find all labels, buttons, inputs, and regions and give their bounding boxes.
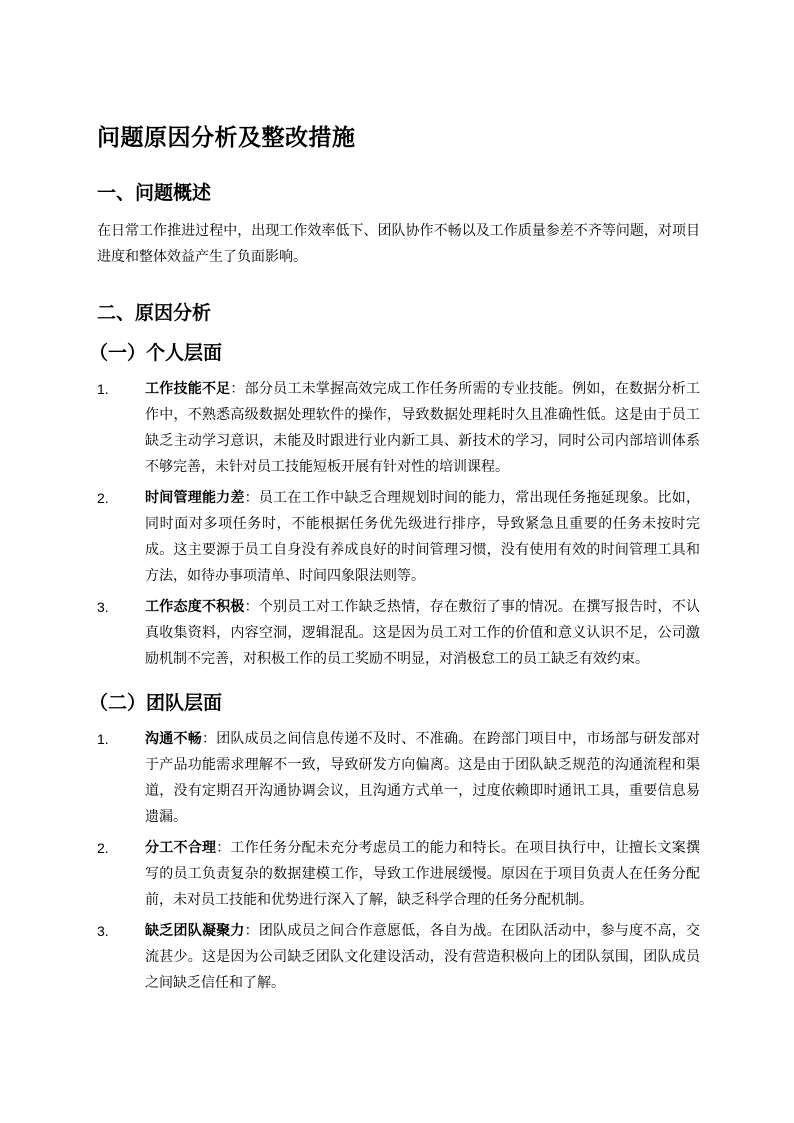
section-heading-cause-analysis: 二、原因分析 (97, 302, 212, 324)
list-item-term: 工作态度不积极 (145, 599, 245, 615)
list-item (97, 376, 700, 480)
list-item (97, 835, 700, 913)
list-item-number: 1. (97, 731, 109, 747)
list-item-term: 时间管理能力差 (145, 490, 245, 506)
list-item-term: 分工不合理 (145, 840, 217, 856)
list-item (97, 918, 700, 996)
list-item-term: 工作技能不足 (145, 381, 231, 397)
list-item-number: 3. (97, 923, 109, 939)
list-item-text: ：个别员工对工作缺乏热情，存在敷衍了事的情况。在撰写报告时，不认真收集资料，内容空洞，逻辑混乱。这是因为员工对工作的价值和意义认识不足，公司激励机制不完善，对积极工作的员工奖励不明显，对消极怠工的员工缺乏有效约束。 (145, 599, 701, 667)
list-item-number: 3. (97, 599, 109, 615)
list-item-text: ：团队成员之间合作意愿低，各自为战。在团队活动中，参与度不高，交流甚少。这是因为公司缺乏团队文化建设活动，没有营造积极向上的团队氛围，团队成员之间缺乏信任和了解。 (145, 923, 701, 991)
list-item-term: 缺乏团队凝聚力 (145, 923, 245, 939)
list-item-number: 2. (97, 490, 109, 506)
section-heading-overview: 一、问题概述 (97, 182, 212, 204)
list-item-number: 2. (97, 840, 109, 856)
list-item-text: ：团队成员之间信息传递不及时、不准确。在跨部门项目中，市场部与研发部对于产品功能需求理解不一致，导致研发方向偏离。这是由于团队缺乏规范的沟通流程和渠道，没有定期召开沟通协调会议，且沟通方式单一，过度依赖即时通讯工具，重要信息易遗漏。 (145, 731, 701, 825)
list-item-text: ：工作任务分配未充分考虑员工的能力和特长。在项目执行中，让擅长文案撰写的员工负责复杂的数据建模工作，导致工作进展缓慢。原因在于项目负责人在任务分配前，未对员工技能和优势进行深入了解，缺乏科学合理的任务分配机制。 (145, 840, 701, 908)
list-item (97, 726, 700, 830)
overview-paragraph: 在日常工作推进过程中，出现工作效率低下、团队协作不畅以及工作质量参差不齐等问题，对项目进度和整体效益产生了负面影响。 (97, 223, 700, 265)
list-item-text: ：员工在工作中缺乏合理规划时间的能力，常出现任务拖延现象。比如，同时面对多项任务时，不能根据任务优先级进行排序，导致紧急且重要的任务未按时完成。这主要源于员工自身没有养成良好的时间管理习惯，没有使用有效的时间管理工具和方法，如待办事项清单、时间四象限法则等。 (145, 490, 701, 584)
list-item-text: ：部分员工未掌握高效完成工作任务所需的专业技能。例如，在数据分析工作中，不熟悉高级数据处理软件的操作，导致数据处理耗时久且准确性低。这是由于员工缺乏主动学习意识，未能及时跟进行业内新工具、新技术的学习，同时公司内部培训体系不够完善，未针对员工技能短板开展有针对性的培训课程。 (145, 381, 700, 475)
page-title: 问题原因分析及整改措施 (97, 125, 356, 151)
document-page (89, 120, 701, 1012)
subsection-heading-team: （二）团队层面 (89, 692, 223, 714)
subsection-heading-personal: （一）个人层面 (89, 342, 223, 364)
personal-causes-list (97, 376, 700, 672)
list-item (97, 485, 700, 589)
list-item-term: 沟通不畅 (145, 731, 202, 747)
list-item-number: 1. (97, 381, 109, 397)
list-item (97, 594, 700, 672)
team-causes-list (97, 726, 700, 996)
